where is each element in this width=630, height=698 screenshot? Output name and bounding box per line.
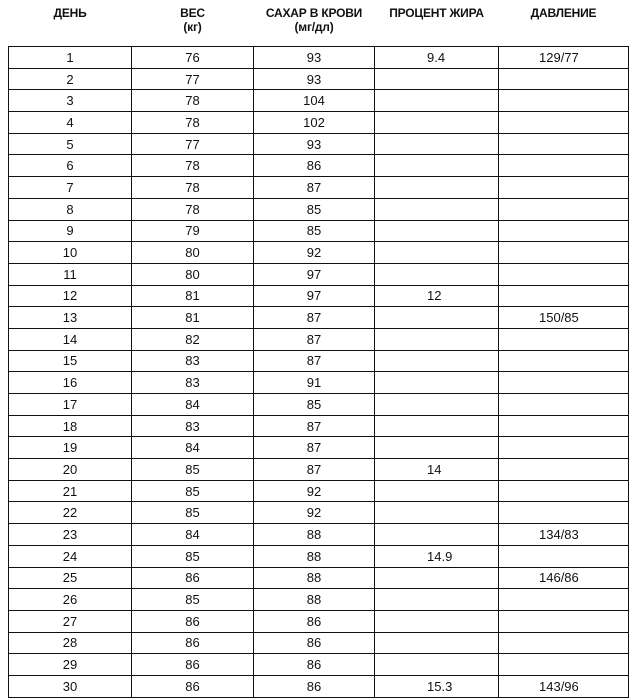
cell-weight (132, 177, 254, 199)
cell-blood-sugar-value: 87 (306, 310, 322, 326)
cell-blood-sugar (254, 90, 375, 112)
cell-pressure (499, 112, 629, 134)
cell-blood-sugar (254, 307, 375, 329)
cell-weight (132, 285, 254, 307)
cell-blood-sugar (254, 610, 375, 632)
cell-blood-sugar (254, 133, 375, 155)
cell-weight-value: 78 (185, 93, 200, 109)
header-row (9, 0, 629, 47)
cell-body-fat-value: 9.4 (427, 49, 446, 65)
cell-blood-sugar-value: 86 (306, 657, 322, 673)
cell-day-value: 17 (62, 396, 78, 412)
cell-weight (132, 632, 254, 654)
header-weight-unit: (кг) (183, 20, 202, 34)
table-row (9, 177, 629, 199)
cell-weight (132, 459, 254, 481)
cell-pressure (499, 198, 629, 220)
cell-day-value: 1 (66, 49, 74, 65)
cell-pressure-value: 129/77 (539, 49, 579, 65)
header-blood-sugar-label: САХАР В КРОВИ (265, 6, 363, 20)
cell-pressure (499, 90, 629, 112)
header-blood-sugar (254, 0, 375, 47)
cell-blood-sugar (254, 155, 375, 177)
table-row (9, 437, 629, 459)
cell-weight-value: 85 (185, 592, 200, 608)
cell-pressure (499, 415, 629, 437)
table-row (9, 155, 629, 177)
cell-day (9, 68, 132, 90)
cell-day-value: 27 (62, 613, 78, 629)
cell-blood-sugar (254, 47, 375, 69)
table-row (9, 328, 629, 350)
cell-weight (132, 68, 254, 90)
cell-body-fat (375, 307, 499, 329)
cell-day-value: 4 (66, 114, 74, 130)
cell-weight (132, 394, 254, 416)
header-blood-sugar-unit: (мг/дл) (294, 20, 334, 34)
cell-body-fat (375, 177, 499, 199)
table-row (9, 198, 629, 220)
header-body-fat-label: ПРОЦЕНТ ЖИРА (389, 6, 484, 20)
cell-day (9, 632, 132, 654)
cell-body-fat (375, 459, 499, 481)
cell-weight-value: 83 (185, 353, 200, 369)
cell-pressure (499, 524, 629, 546)
cell-day (9, 567, 132, 589)
cell-pressure (499, 437, 629, 459)
cell-day-value: 18 (62, 418, 78, 434)
cell-weight-value: 81 (185, 310, 200, 326)
cell-day-value: 2 (66, 71, 74, 87)
cell-body-fat (375, 415, 499, 437)
cell-weight (132, 328, 254, 350)
table-row (9, 459, 629, 481)
table-row (9, 220, 629, 242)
cell-blood-sugar (254, 524, 375, 546)
cell-weight-value: 80 (185, 266, 200, 282)
table-row (9, 675, 629, 697)
cell-weight (132, 589, 254, 611)
cell-weight (132, 112, 254, 134)
cell-pressure (499, 155, 629, 177)
cell-weight-value: 85 (185, 505, 200, 521)
cell-weight-value: 83 (185, 418, 200, 434)
table-row (9, 350, 629, 372)
cell-weight-value: 81 (185, 288, 200, 304)
cell-blood-sugar-value: 92 (306, 245, 322, 261)
header-pressure-label: ДАВЛЕНИЕ (530, 6, 597, 20)
cell-day-value: 16 (62, 375, 78, 391)
cell-day (9, 155, 132, 177)
cell-body-fat (375, 632, 499, 654)
cell-weight (132, 480, 254, 502)
cell-body-fat (375, 155, 499, 177)
cell-blood-sugar-value: 86 (306, 158, 322, 174)
cell-blood-sugar-value: 93 (306, 49, 322, 65)
cell-day-value: 7 (66, 179, 74, 195)
cell-blood-sugar (254, 263, 375, 285)
cell-day (9, 263, 132, 285)
cell-blood-sugar (254, 328, 375, 350)
cell-day (9, 47, 132, 69)
cell-day (9, 328, 132, 350)
cell-body-fat (375, 480, 499, 502)
cell-weight (132, 242, 254, 264)
table-header (9, 0, 629, 47)
table-row (9, 263, 629, 285)
table-row (9, 133, 629, 155)
cell-day-value: 14 (62, 331, 78, 347)
cell-blood-sugar-value: 88 (306, 570, 322, 586)
cell-weight (132, 610, 254, 632)
cell-day-value: 26 (62, 592, 78, 608)
cell-day-value: 9 (66, 223, 74, 239)
cell-body-fat (375, 524, 499, 546)
cell-day (9, 307, 132, 329)
table-row (9, 394, 629, 416)
cell-body-fat (375, 263, 499, 285)
table-row (9, 545, 629, 567)
cell-blood-sugar (254, 589, 375, 611)
cell-day (9, 112, 132, 134)
table-row (9, 524, 629, 546)
cell-day (9, 220, 132, 242)
cell-blood-sugar-value: 97 (306, 266, 322, 282)
cell-day-value: 6 (66, 158, 74, 174)
cell-pressure-value: 134/83 (539, 526, 579, 542)
table-row (9, 47, 629, 69)
cell-blood-sugar-value: 87 (306, 418, 322, 434)
table-row (9, 610, 629, 632)
cell-weight-value: 78 (185, 114, 200, 130)
table-row (9, 654, 629, 676)
cell-pressure (499, 394, 629, 416)
cell-pressure (499, 654, 629, 676)
table-row (9, 112, 629, 134)
cell-day (9, 502, 132, 524)
cell-day (9, 415, 132, 437)
cell-blood-sugar-value: 86 (306, 635, 322, 651)
cell-body-fat (375, 394, 499, 416)
cell-pressure (499, 68, 629, 90)
cell-pressure (499, 502, 629, 524)
cell-day (9, 675, 132, 697)
cell-blood-sugar-value: 93 (306, 71, 322, 87)
cell-weight-value: 77 (185, 71, 200, 87)
cell-blood-sugar (254, 112, 375, 134)
cell-weight-value: 84 (185, 440, 200, 456)
cell-body-fat (375, 242, 499, 264)
cell-weight-value: 86 (185, 635, 200, 651)
cell-body-fat (375, 654, 499, 676)
cell-weight (132, 263, 254, 285)
header-weight (132, 0, 254, 47)
cell-body-fat (375, 589, 499, 611)
cell-body-fat-value: 14 (427, 461, 442, 477)
cell-blood-sugar-value: 86 (306, 613, 322, 629)
cell-day-value: 25 (62, 570, 78, 586)
cell-body-fat-value: 14.9 (427, 548, 453, 564)
cell-body-fat (375, 545, 499, 567)
cell-weight-value: 85 (185, 548, 200, 564)
cell-blood-sugar-value: 97 (306, 288, 322, 304)
cell-weight (132, 567, 254, 589)
cell-pressure (499, 285, 629, 307)
cell-weight-value: 82 (185, 331, 200, 347)
cell-day-value: 5 (66, 136, 74, 152)
cell-day-value: 29 (62, 657, 78, 673)
cell-weight-value: 86 (185, 613, 200, 629)
cell-weight-value: 86 (185, 570, 200, 586)
cell-body-fat-value: 12 (427, 288, 442, 304)
cell-blood-sugar (254, 480, 375, 502)
table-row (9, 567, 629, 589)
cell-day-value: 15 (62, 353, 78, 369)
cell-day (9, 480, 132, 502)
table-row (9, 285, 629, 307)
cell-weight-value: 80 (185, 245, 200, 261)
cell-day (9, 545, 132, 567)
cell-weight-value: 83 (185, 375, 200, 391)
cell-weight (132, 198, 254, 220)
cell-pressure (499, 459, 629, 481)
cell-body-fat (375, 502, 499, 524)
cell-body-fat (375, 610, 499, 632)
cell-body-fat (375, 328, 499, 350)
cell-day (9, 437, 132, 459)
cell-weight-value: 76 (185, 49, 200, 65)
cell-weight-value: 79 (185, 223, 200, 239)
cell-pressure (499, 545, 629, 567)
cell-weight-value: 84 (185, 396, 200, 412)
cell-day (9, 285, 132, 307)
cell-day-value: 12 (62, 288, 78, 304)
cell-body-fat-value: 15.3 (427, 678, 453, 694)
cell-day-value: 30 (62, 678, 78, 694)
cell-weight-value: 84 (185, 526, 200, 542)
cell-pressure (499, 263, 629, 285)
cell-body-fat (375, 350, 499, 372)
cell-day-value: 19 (62, 440, 78, 456)
cell-blood-sugar-value: 93 (306, 136, 322, 152)
header-pressure (499, 0, 629, 47)
cell-day-value: 10 (62, 245, 78, 261)
cell-blood-sugar (254, 502, 375, 524)
cell-pressure (499, 177, 629, 199)
cell-weight (132, 220, 254, 242)
cell-pressure-value: 150/85 (539, 310, 579, 326)
cell-day-value: 22 (62, 505, 78, 521)
cell-weight (132, 307, 254, 329)
cell-weight (132, 675, 254, 697)
cell-blood-sugar (254, 632, 375, 654)
cell-blood-sugar-value: 85 (306, 223, 322, 239)
cell-weight-value: 85 (185, 483, 200, 499)
cell-blood-sugar-value: 87 (306, 353, 322, 369)
cell-blood-sugar-value: 87 (306, 461, 322, 477)
cell-weight (132, 133, 254, 155)
cell-day (9, 242, 132, 264)
cell-weight (132, 415, 254, 437)
cell-body-fat (375, 47, 499, 69)
cell-day-value: 3 (66, 93, 74, 109)
cell-weight-value: 86 (185, 657, 200, 673)
cell-weight (132, 155, 254, 177)
cell-weight-value: 77 (185, 136, 200, 152)
cell-blood-sugar-value: 88 (306, 526, 322, 542)
cell-body-fat (375, 133, 499, 155)
cell-day (9, 610, 132, 632)
cell-blood-sugar (254, 654, 375, 676)
cell-body-fat (375, 372, 499, 394)
cell-blood-sugar (254, 675, 375, 697)
header-day (9, 0, 132, 47)
cell-weight (132, 654, 254, 676)
cell-day-value: 20 (62, 461, 78, 477)
cell-blood-sugar (254, 545, 375, 567)
cell-body-fat (375, 68, 499, 90)
cell-pressure (499, 480, 629, 502)
cell-day (9, 394, 132, 416)
cell-blood-sugar-value: 86 (306, 678, 322, 694)
header-body-fat (375, 0, 499, 47)
cell-blood-sugar-value: 92 (306, 483, 322, 499)
cell-body-fat (375, 220, 499, 242)
cell-blood-sugar (254, 285, 375, 307)
table-row (9, 480, 629, 502)
cell-blood-sugar (254, 459, 375, 481)
cell-pressure (499, 350, 629, 372)
table-row (9, 415, 629, 437)
cell-day (9, 654, 132, 676)
cell-blood-sugar (254, 567, 375, 589)
cell-pressure (499, 307, 629, 329)
cell-body-fat (375, 437, 499, 459)
table-row (9, 372, 629, 394)
cell-blood-sugar-value: 88 (306, 592, 322, 608)
cell-weight (132, 372, 254, 394)
cell-weight (132, 90, 254, 112)
header-weight-label: ВЕС (180, 6, 205, 20)
cell-blood-sugar (254, 415, 375, 437)
cell-day (9, 133, 132, 155)
cell-day (9, 459, 132, 481)
cell-weight (132, 437, 254, 459)
table-row (9, 242, 629, 264)
cell-body-fat (375, 285, 499, 307)
cell-pressure (499, 242, 629, 264)
cell-blood-sugar (254, 220, 375, 242)
cell-blood-sugar (254, 242, 375, 264)
cell-weight (132, 502, 254, 524)
cell-pressure-value: 143/96 (539, 678, 579, 694)
cell-pressure (499, 632, 629, 654)
cell-weight-value: 86 (185, 678, 200, 694)
cell-pressure (499, 567, 629, 589)
cell-blood-sugar-value: 85 (306, 201, 322, 217)
cell-pressure (499, 328, 629, 350)
cell-blood-sugar-value: 92 (306, 505, 322, 521)
cell-blood-sugar-value: 87 (306, 331, 322, 347)
cell-blood-sugar (254, 394, 375, 416)
cell-blood-sugar-value: 102 (303, 114, 325, 130)
cell-pressure (499, 47, 629, 69)
cell-weight-value: 78 (185, 201, 200, 217)
cell-day-value: 23 (62, 526, 78, 542)
health-log-table (8, 0, 629, 698)
cell-blood-sugar-value: 91 (306, 375, 322, 391)
cell-pressure (499, 675, 629, 697)
cell-body-fat (375, 675, 499, 697)
cell-blood-sugar (254, 372, 375, 394)
cell-pressure (499, 133, 629, 155)
cell-blood-sugar (254, 68, 375, 90)
cell-pressure (499, 220, 629, 242)
cell-weight-value: 78 (185, 158, 200, 174)
cell-day (9, 177, 132, 199)
cell-day (9, 350, 132, 372)
cell-pressure (499, 372, 629, 394)
cell-weight-value: 85 (185, 461, 200, 477)
cell-pressure (499, 589, 629, 611)
cell-day-value: 28 (62, 635, 78, 651)
cell-day (9, 198, 132, 220)
cell-blood-sugar-value: 88 (306, 548, 322, 564)
table-row (9, 307, 629, 329)
cell-pressure-value: 146/86 (539, 570, 579, 586)
table-row (9, 90, 629, 112)
cell-day (9, 589, 132, 611)
cell-body-fat (375, 198, 499, 220)
cell-day-value: 13 (62, 310, 78, 326)
table-body (9, 47, 629, 698)
cell-weight-value: 78 (185, 179, 200, 195)
cell-pressure (499, 610, 629, 632)
cell-day-value: 11 (63, 266, 77, 282)
table-row (9, 589, 629, 611)
cell-day (9, 372, 132, 394)
cell-weight (132, 524, 254, 546)
cell-blood-sugar-value: 87 (306, 179, 322, 195)
cell-blood-sugar (254, 177, 375, 199)
cell-day (9, 90, 132, 112)
table-row (9, 502, 629, 524)
cell-body-fat (375, 112, 499, 134)
cell-blood-sugar-value: 87 (306, 440, 322, 456)
cell-body-fat (375, 567, 499, 589)
cell-day-value: 24 (62, 548, 78, 564)
cell-day (9, 524, 132, 546)
header-day-label: ДЕНЬ (53, 6, 87, 20)
table-row (9, 68, 629, 90)
cell-blood-sugar (254, 350, 375, 372)
cell-weight (132, 47, 254, 69)
cell-day-value: 8 (66, 201, 74, 217)
cell-blood-sugar (254, 437, 375, 459)
cell-blood-sugar-value: 104 (303, 93, 325, 109)
cell-blood-sugar-value: 85 (306, 396, 322, 412)
cell-blood-sugar (254, 198, 375, 220)
cell-weight (132, 350, 254, 372)
table-row (9, 632, 629, 654)
cell-body-fat (375, 90, 499, 112)
cell-day-value: 21 (62, 483, 78, 499)
cell-weight (132, 545, 254, 567)
